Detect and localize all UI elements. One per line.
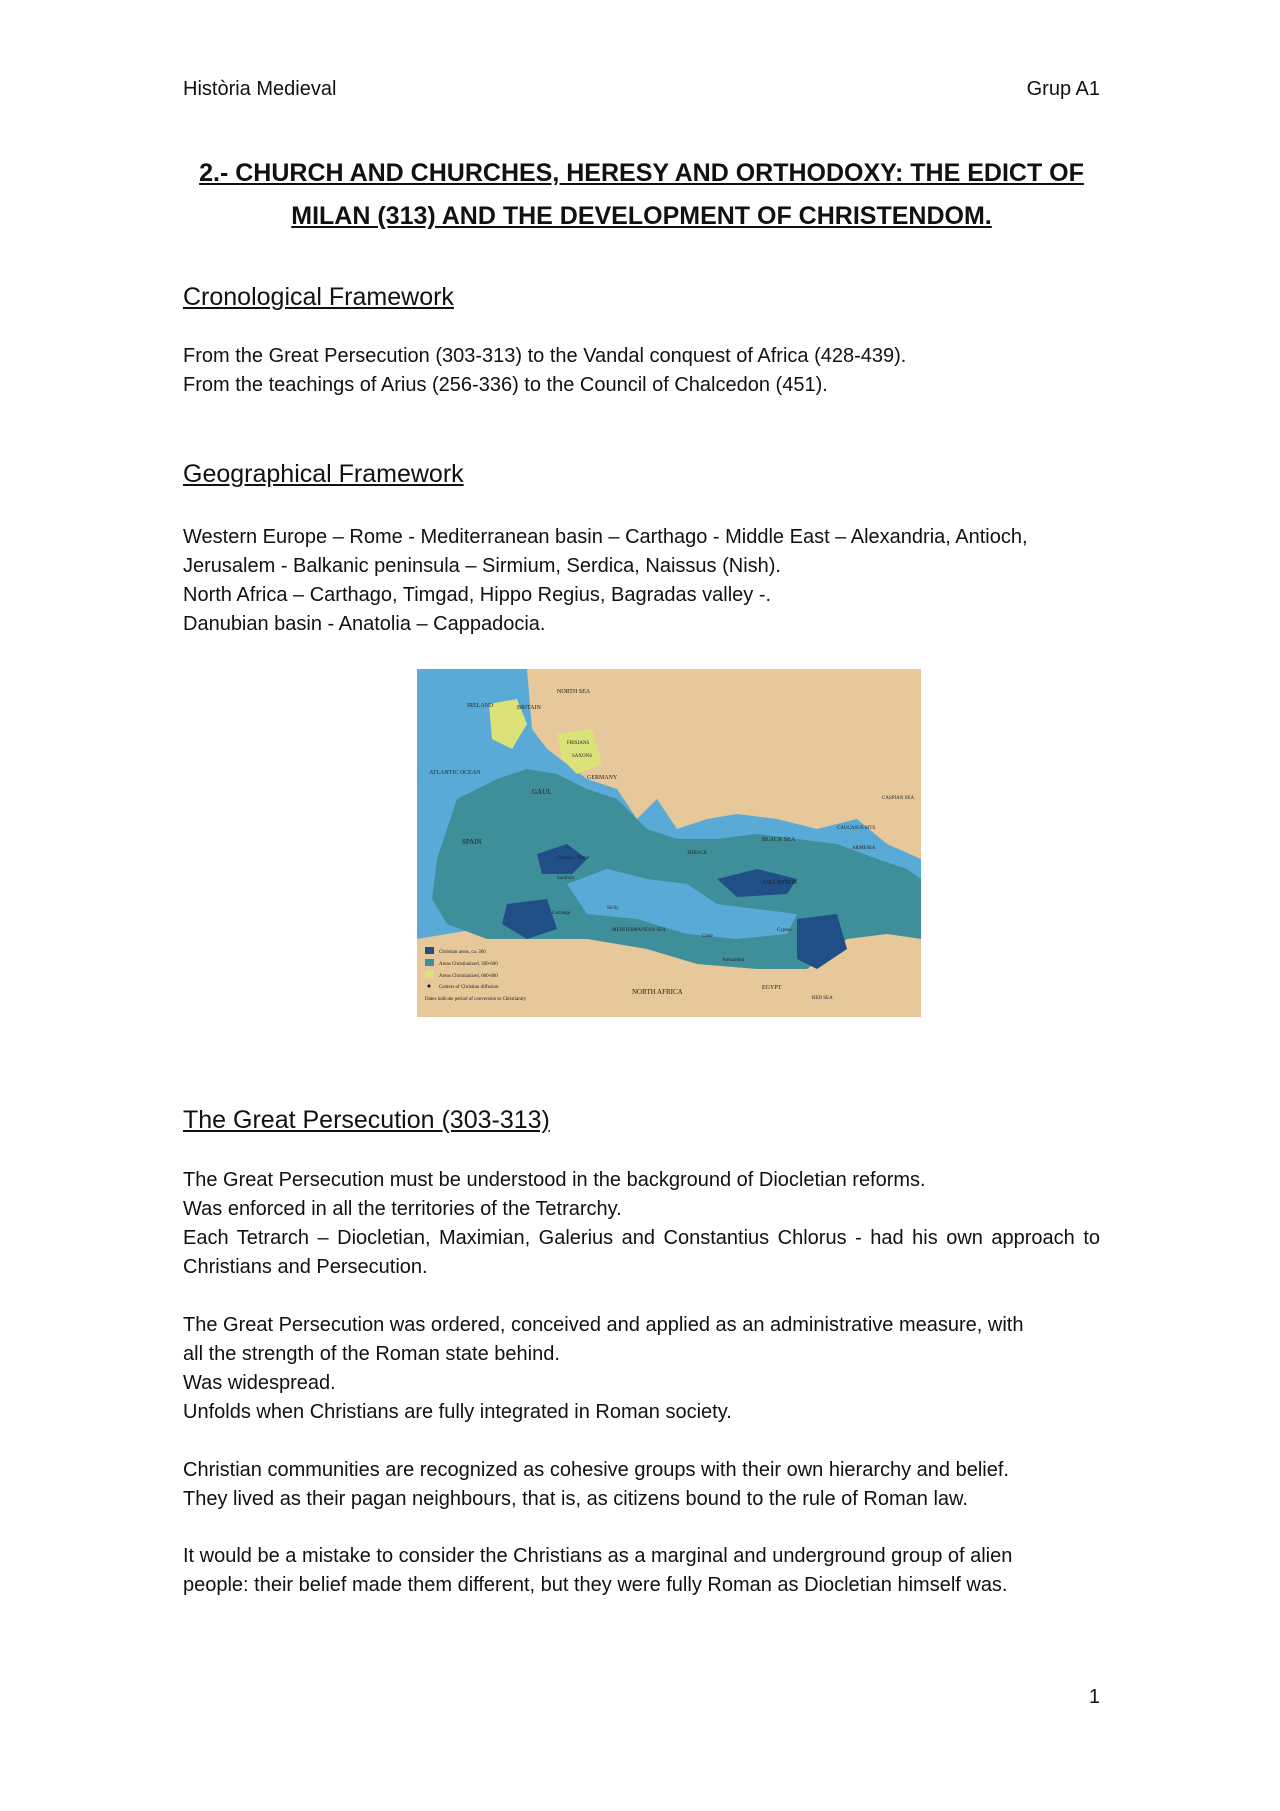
- map-label-armenia: ARMENIA: [852, 846, 876, 851]
- persecution-paragraph-4: [183, 1542, 1100, 1600]
- persecution-line: Was widespread.: [183, 1372, 336, 1394]
- persecution-line: Was enforced in all the territories of the Tetrarchy.: [183, 1198, 622, 1220]
- persecution-line: people: their belief made them different, but they were fully Roman as Diocletian himself was.: [183, 1574, 1008, 1596]
- persecution-line: The Great Persecution was ordered, conceived and applied as an administrative measure, with: [183, 1314, 1024, 1336]
- map-label-rome: Rome: [577, 856, 589, 861]
- map-label-north-sea: NORTH SEA: [557, 689, 591, 695]
- legend-item-800: Areas Christianized, 600-800: [439, 974, 498, 979]
- header-group: Grup A1: [1026, 78, 1100, 100]
- persecution-line: The Great Persecution must be understood in the background of Diocletian reforms.: [183, 1169, 926, 1191]
- map-label-black-sea: BLACK SEA: [762, 837, 796, 843]
- page-number: 1: [1088, 1686, 1100, 1708]
- map-label-sardinia: Sardinia: [557, 876, 574, 881]
- persecution-line: Christian communities are recognized as cohesive groups with their own hierarchy and belief.: [183, 1459, 1009, 1481]
- title-line-2: MILAN (313) AND THE DEVELOPMENT OF CHRISTENDOM.: [291, 202, 992, 230]
- map-label-thrace: THRACE: [687, 851, 707, 856]
- header-course: Història Medieval: [183, 78, 337, 100]
- chronological-text: [183, 342, 1100, 400]
- map-svg: [417, 669, 921, 1017]
- map-label-north-africa: NORTH AFRICA: [632, 988, 683, 996]
- heading-geographical: Geographical Framework: [183, 460, 464, 488]
- legend-item-600: Areas Christianized, 300-600: [439, 962, 498, 967]
- heading-chronological: Cronological Framework: [183, 283, 454, 311]
- persecution-paragraph-1: [183, 1166, 1100, 1282]
- persecution-line: They lived as their pagan neighbours, that is, as citizens bound to the rule of Roman law.: [183, 1488, 968, 1510]
- geographical-line: Jerusalem - Balkanic peninsula – Sirmium, Serdica, Naissus (Nish).: [183, 555, 781, 577]
- map-label-sicily: Sicily: [607, 906, 619, 911]
- persecution-paragraph-3: [183, 1456, 1100, 1514]
- map-label-med-sea: MEDITERRANEAN SEA: [612, 928, 666, 933]
- map-label-carthage: Carthage: [552, 911, 571, 916]
- persecution-line: Unfolds when Christians are fully integrated in Roman society.: [183, 1401, 732, 1423]
- geographical-line: Western Europe – Rome - Mediterranean basin – Carthago - Middle East – Alexandria, Antioch,: [183, 526, 1028, 548]
- map-label-egypt: EGYPT: [762, 985, 782, 991]
- geographical-line: North Africa – Carthago, Timgad, Hippo Regius, Bagradas valley -.: [183, 584, 772, 606]
- legend-swatch-600: [425, 959, 434, 966]
- legend-dot-icon: [428, 985, 431, 988]
- page-title: [183, 152, 1100, 238]
- map-label-corsica: Corsica: [557, 856, 573, 861]
- chronological-line: From the Great Persecution (303-313) to the Vandal conquest of Africa (428-439).: [183, 345, 907, 367]
- map-label-caucasus: CAUCASUS MTS: [837, 826, 876, 831]
- map-label-red-sea: RED SEA: [812, 996, 833, 1001]
- legend-swatch-300: [425, 947, 434, 954]
- map-label-gaul: GAUL: [532, 788, 552, 796]
- map-label-frisians: FRISIANS: [567, 741, 590, 746]
- map-label-germany: GERMANY: [587, 775, 618, 781]
- geographical-text: [183, 523, 1100, 639]
- legend-note: Dates indicate period of conversion to Christianity: [425, 997, 527, 1002]
- persecution-line: all the strength of the Roman state behind.: [183, 1343, 560, 1365]
- map-label-saxons: SAXONS: [572, 754, 593, 759]
- geographical-line: Danubian basin - Anatolia – Cappadocia.: [183, 613, 546, 635]
- persecution-line: It would be a mistake to consider the Christians as a marginal and underground group of alien: [183, 1545, 1013, 1567]
- persecution-line: Each Tetrarch – Diocletian, Maximian, Galerius and Constantius Chlorus - had his own approach to Christians and Persecution.: [183, 1227, 1100, 1278]
- map-label-atlantic: ATLANTIC OCEAN: [429, 770, 481, 776]
- title-line-1: 2.- CHURCH AND CHURCHES, HERESY AND ORTHODOXY: THE EDICT OF: [199, 159, 1084, 187]
- heading-persecution: The Great Persecution (303-313): [183, 1106, 550, 1134]
- persecution-paragraph-2: [183, 1311, 1100, 1427]
- map-label-ireland: IRELAND: [467, 703, 494, 709]
- chronological-line: From the teachings of Arius (256-336) to the Council of Chalcedon (451).: [183, 374, 828, 396]
- map-label-spain: SPAIN: [462, 838, 482, 846]
- legend-swatch-800: [425, 971, 434, 978]
- map-label-caspian: CASPIAN SEA: [882, 796, 915, 801]
- map-label-britain: BRITAIN: [517, 705, 541, 711]
- legend-item-300: Christian areas, ca. 300: [439, 950, 486, 955]
- map-label-alexandria: Alexandria: [722, 958, 745, 963]
- map-label-asia-minor: ASIA MINOR: [762, 880, 798, 886]
- legend-item-centers: Centers of Christian diffusion: [439, 985, 499, 990]
- map-label-cyprus: Cyprus: [777, 928, 792, 933]
- christendom-map: [417, 669, 921, 1017]
- map-label-crete: Crete: [702, 934, 713, 939]
